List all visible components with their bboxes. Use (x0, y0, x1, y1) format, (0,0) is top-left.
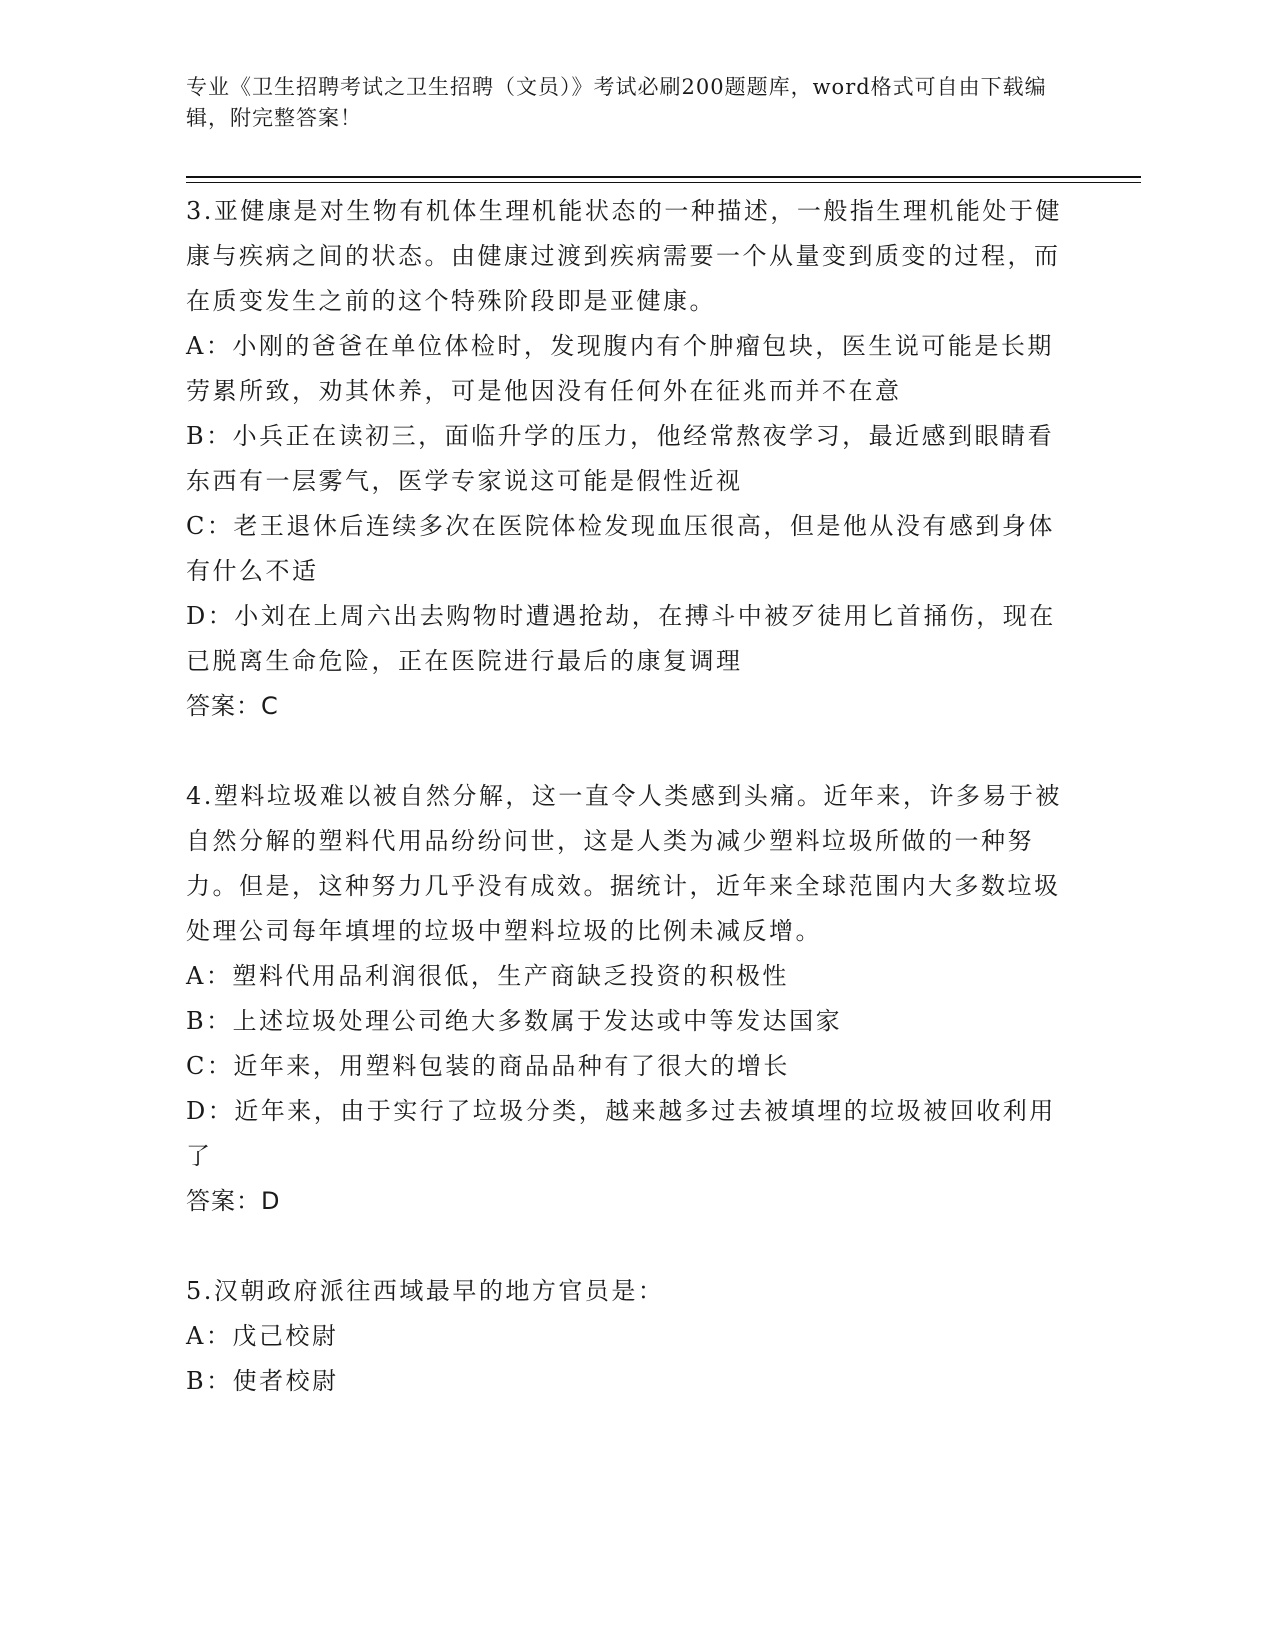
answer-label: 答案：D (186, 1187, 281, 1215)
option-b: B：使者校尉 (186, 1367, 339, 1395)
option-a: A：小刚的爸爸在单位体检时，发现腹内有个肿瘤包块，医生说可能是长期劳累所致，劝其休养，可是他因没有任何外在征兆而并不在意 (186, 332, 1054, 405)
question-spacer (186, 1224, 1066, 1269)
option-d: D：小刘在上周六出去购物时遭遇抢劫，在搏斗中被歹徒用匕首捅伤，现在已脱离生命危险，正在医院进行最后的康复调理 (186, 602, 1056, 675)
option-c: C：近年来，用塑料包装的商品品种有了很大的增长 (186, 1052, 790, 1080)
document-header: 专业《卫生招聘考试之卫生招聘（文员）》考试必刷200题题库，word格式可自由下载编辑，附完整答案！ (186, 75, 1047, 130)
option-d: D：近年来，由于实行了垃圾分类，越来越多过去被填埋的垃圾被回收利用了 (186, 1097, 1056, 1170)
header-rule-thick (186, 176, 1141, 178)
option-b: B：上述垃圾处理公司绝大多数属于发达或中等发达国家 (186, 1007, 843, 1035)
question-stem: 3.亚健康是对生物有机体生理机能状态的一种描述，一般指生理机能处于健康与疾病之间的状态。由健康过渡到疾病需要一个从量变到质变的过程，而在质变发生之前的这个特殊阶段即是亚健康。 (186, 197, 1062, 315)
answer-label: 答案：C (186, 692, 279, 720)
header-rule-thin (186, 182, 1141, 183)
question-stem: 5.汉朝政府派往西域最早的地方官员是： (186, 1277, 665, 1305)
question-3 (186, 189, 1066, 729)
question-stem: 4.塑料垃圾难以被自然分解，这一直令人类感到头痛。近年来，许多易于被自然分解的塑料代用品纷纷问世，这是人类为减少塑料垃圾所做的一种努力。但是，这种努力几乎没有成效。据统计，近年来全球范围内大多数垃圾处理公司每年填埋的垃圾中塑料垃圾的比例未减反增。 (186, 782, 1062, 945)
option-a: A：塑料代用品利润很低，生产商缺乏投资的积极性 (186, 962, 789, 990)
question-list (186, 189, 1066, 1404)
option-b: B：小兵正在读初三，面临升学的压力，他经常熬夜学习，最近感到眼睛看东西有一层雾气，医学专家说这可能是假性近视 (186, 422, 1055, 495)
question-spacer (186, 729, 1066, 774)
question-4 (186, 774, 1066, 1224)
option-a: A：戊己校尉 (186, 1322, 339, 1350)
question-5 (186, 1269, 1066, 1404)
option-c: C：老王退休后连续多次在医院体检发现血压很高，但是他从没有感到身体有什么不适 (186, 512, 1055, 585)
